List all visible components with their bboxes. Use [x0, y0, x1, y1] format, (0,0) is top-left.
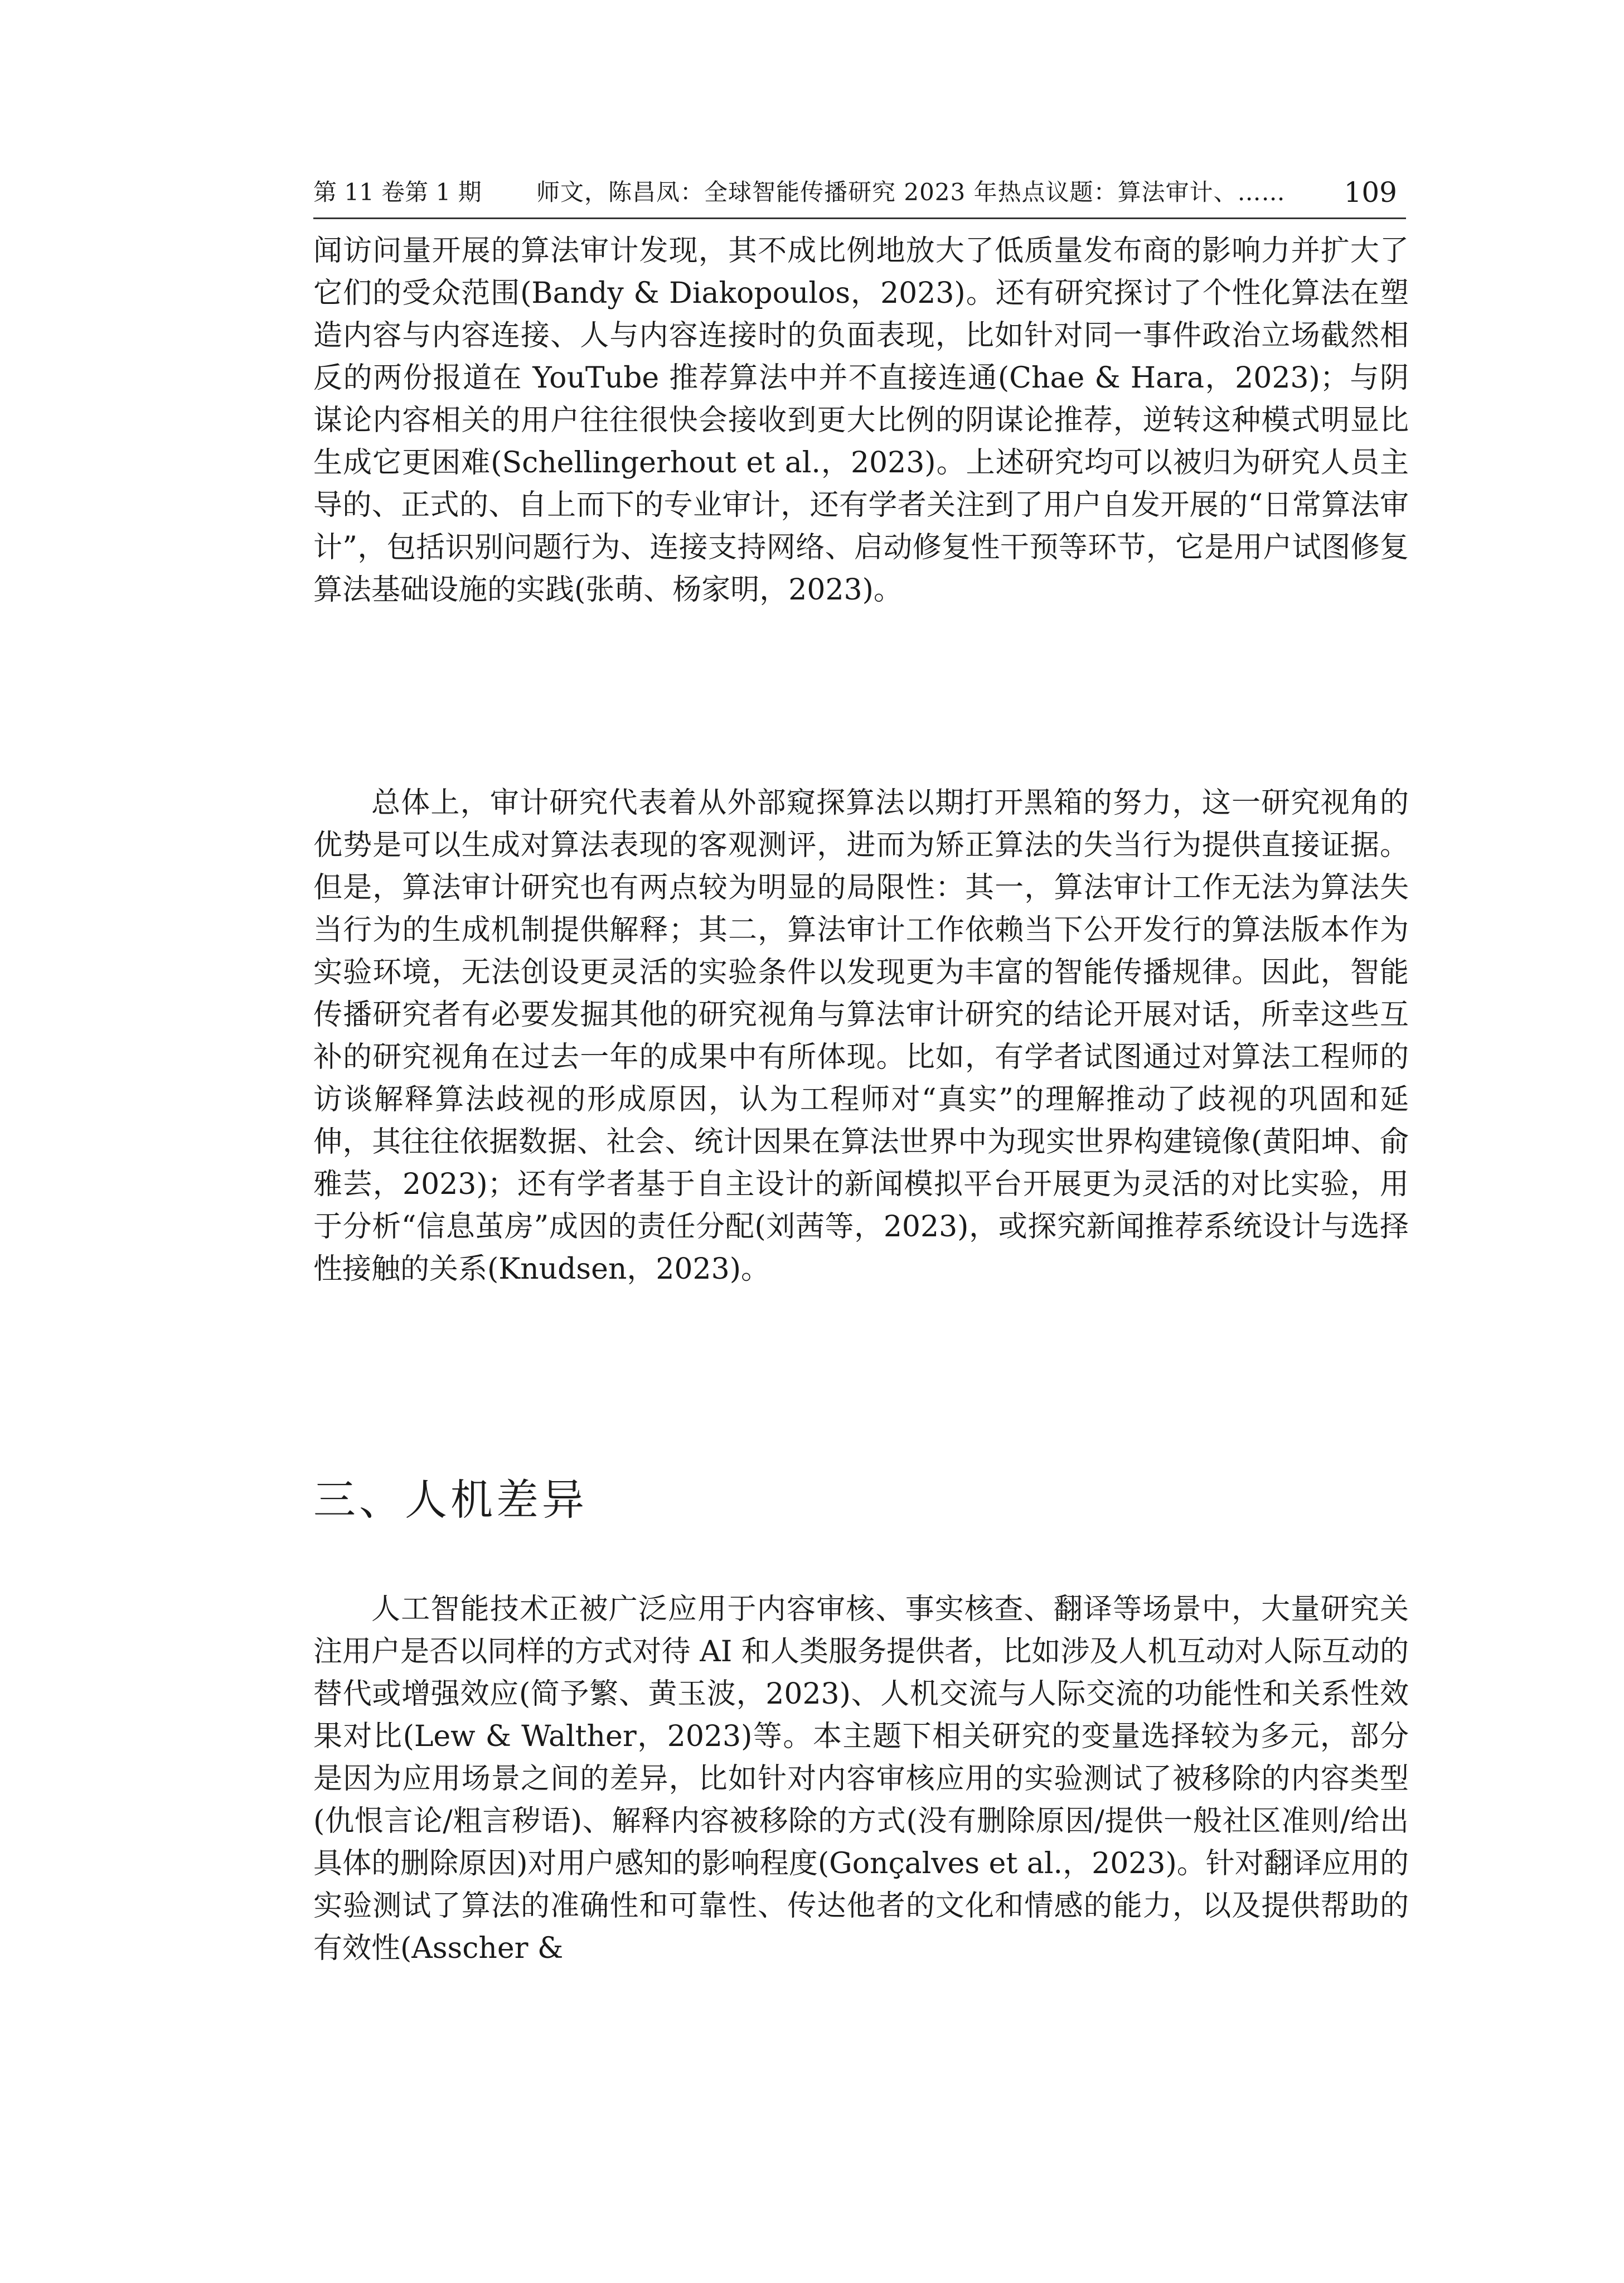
section-heading: 三、人机差异	[313, 1475, 588, 1525]
page-number: 109	[1344, 176, 1397, 209]
paragraph-text: 总体上，审计研究代表着从外部窥探算法以期打开黑箱的努力，这一研究视角的优势是可以生成对算法表现的客观测评，进而为矫正算法的失当行为提供直接证据。但是，算法审计研究也有两点较为明显的局限性：其一，算法审计工作无法为算法失当行为的生成机制提供解释；其二，算法审计工作依赖当下公开发行的算法版本作为实验环境，无法创设更灵活的实验条件以发现更为丰富的智能传播规律。因此，智能传播研究者有必要发掘其他的研究视角与算法审计研究的结论开展对话，所幸这些互补的研究视角在过去一年的成果中有所体现。比如，有学者试图通过对算法工程师的访谈解释算法歧视的形成原因，认为工程师对“真实”的理解推动了歧视的巩固和延伸，其往往依据数据、社会、统计因果在算法世界中为现实世界构建镜像(黄阳坤、俞雅芸，2023)；还有学者基于自主设计的新闻模拟平台开展更为灵活的对比实验，用于分析“信息茧房”成因的责任分配(刘茜等，2023)，或探究新闻推荐系统设计与选择性接触的关系(Knudsen，2023)。	[313, 786, 1409, 1286]
running-header	[313, 167, 1406, 219]
body-paragraph	[313, 1588, 1409, 1970]
body-paragraph	[313, 782, 1409, 1290]
paragraph-text: 人工智能技术正被广泛应用于内容审核、事实核查、翻译等场景中，大量研究关注用户是否以同样的方式对待 AI 和人类服务提供者，比如涉及人机互动对人际互动的替代或增强效应(简予繁、黄玉波，2023)、人机交流与人际交流的功能性和关系性效果对比(Lew & Walther，2023)等。本主题下相关研究的变量选择较为多元，部分是因为应用场景之间的差异，比如针对内容审核应用的实验测试了被移除的内容类型(仇恨言论/粗言秽语)、解释内容被移除的方式(没有删除原因/提供一般社区准则/给出具体的删除原因)对用户感知的影响程度(Gonçalves et al.，2023)。针对翻译应用的实验测试了算法的准确性和可靠性、传达他者的文化和情感的能力，以及提供帮助的有效性(Asscher &	[313, 1593, 1409, 1965]
article-running-title: 师文，陈昌凤：全球智能传播研究 2023 年热点议题：算法审计、……	[536, 178, 1286, 206]
paragraph-text: 闻访问量开展的算法审计发现，其不成比例地放大了低质量发布商的影响力并扩大了它们的受众范围(Bandy & Diakopoulos，2023)。还有研究探讨了个性化算法在塑造内容与内容连接、人与内容连接时的负面表现，比如针对同一事件政治立场截然相反的两份报道在 YouTube 推荐算法中并不直接连通(Chae & Hara，2023)；与阴谋论内容相关的用户往往很快会接收到更大比例的阴谋论推荐，逆转这种模式明显比生成它更困难(Schellingerhout et al.，2023)。上述研究均可以被归为研究人员主导的、正式的、自上而下的专业审计，还有学者关注到了用户自发开展的“日常算法审计”，包括识别问题行为、连接支持网络、启动修复性干预等环节，它是用户试图修复算法基础设施的实践(张萌、杨家明，2023)。	[313, 234, 1409, 607]
journal-issue: 第 11 卷第 1 期	[313, 178, 482, 206]
body-paragraph-continued	[313, 230, 1409, 611]
